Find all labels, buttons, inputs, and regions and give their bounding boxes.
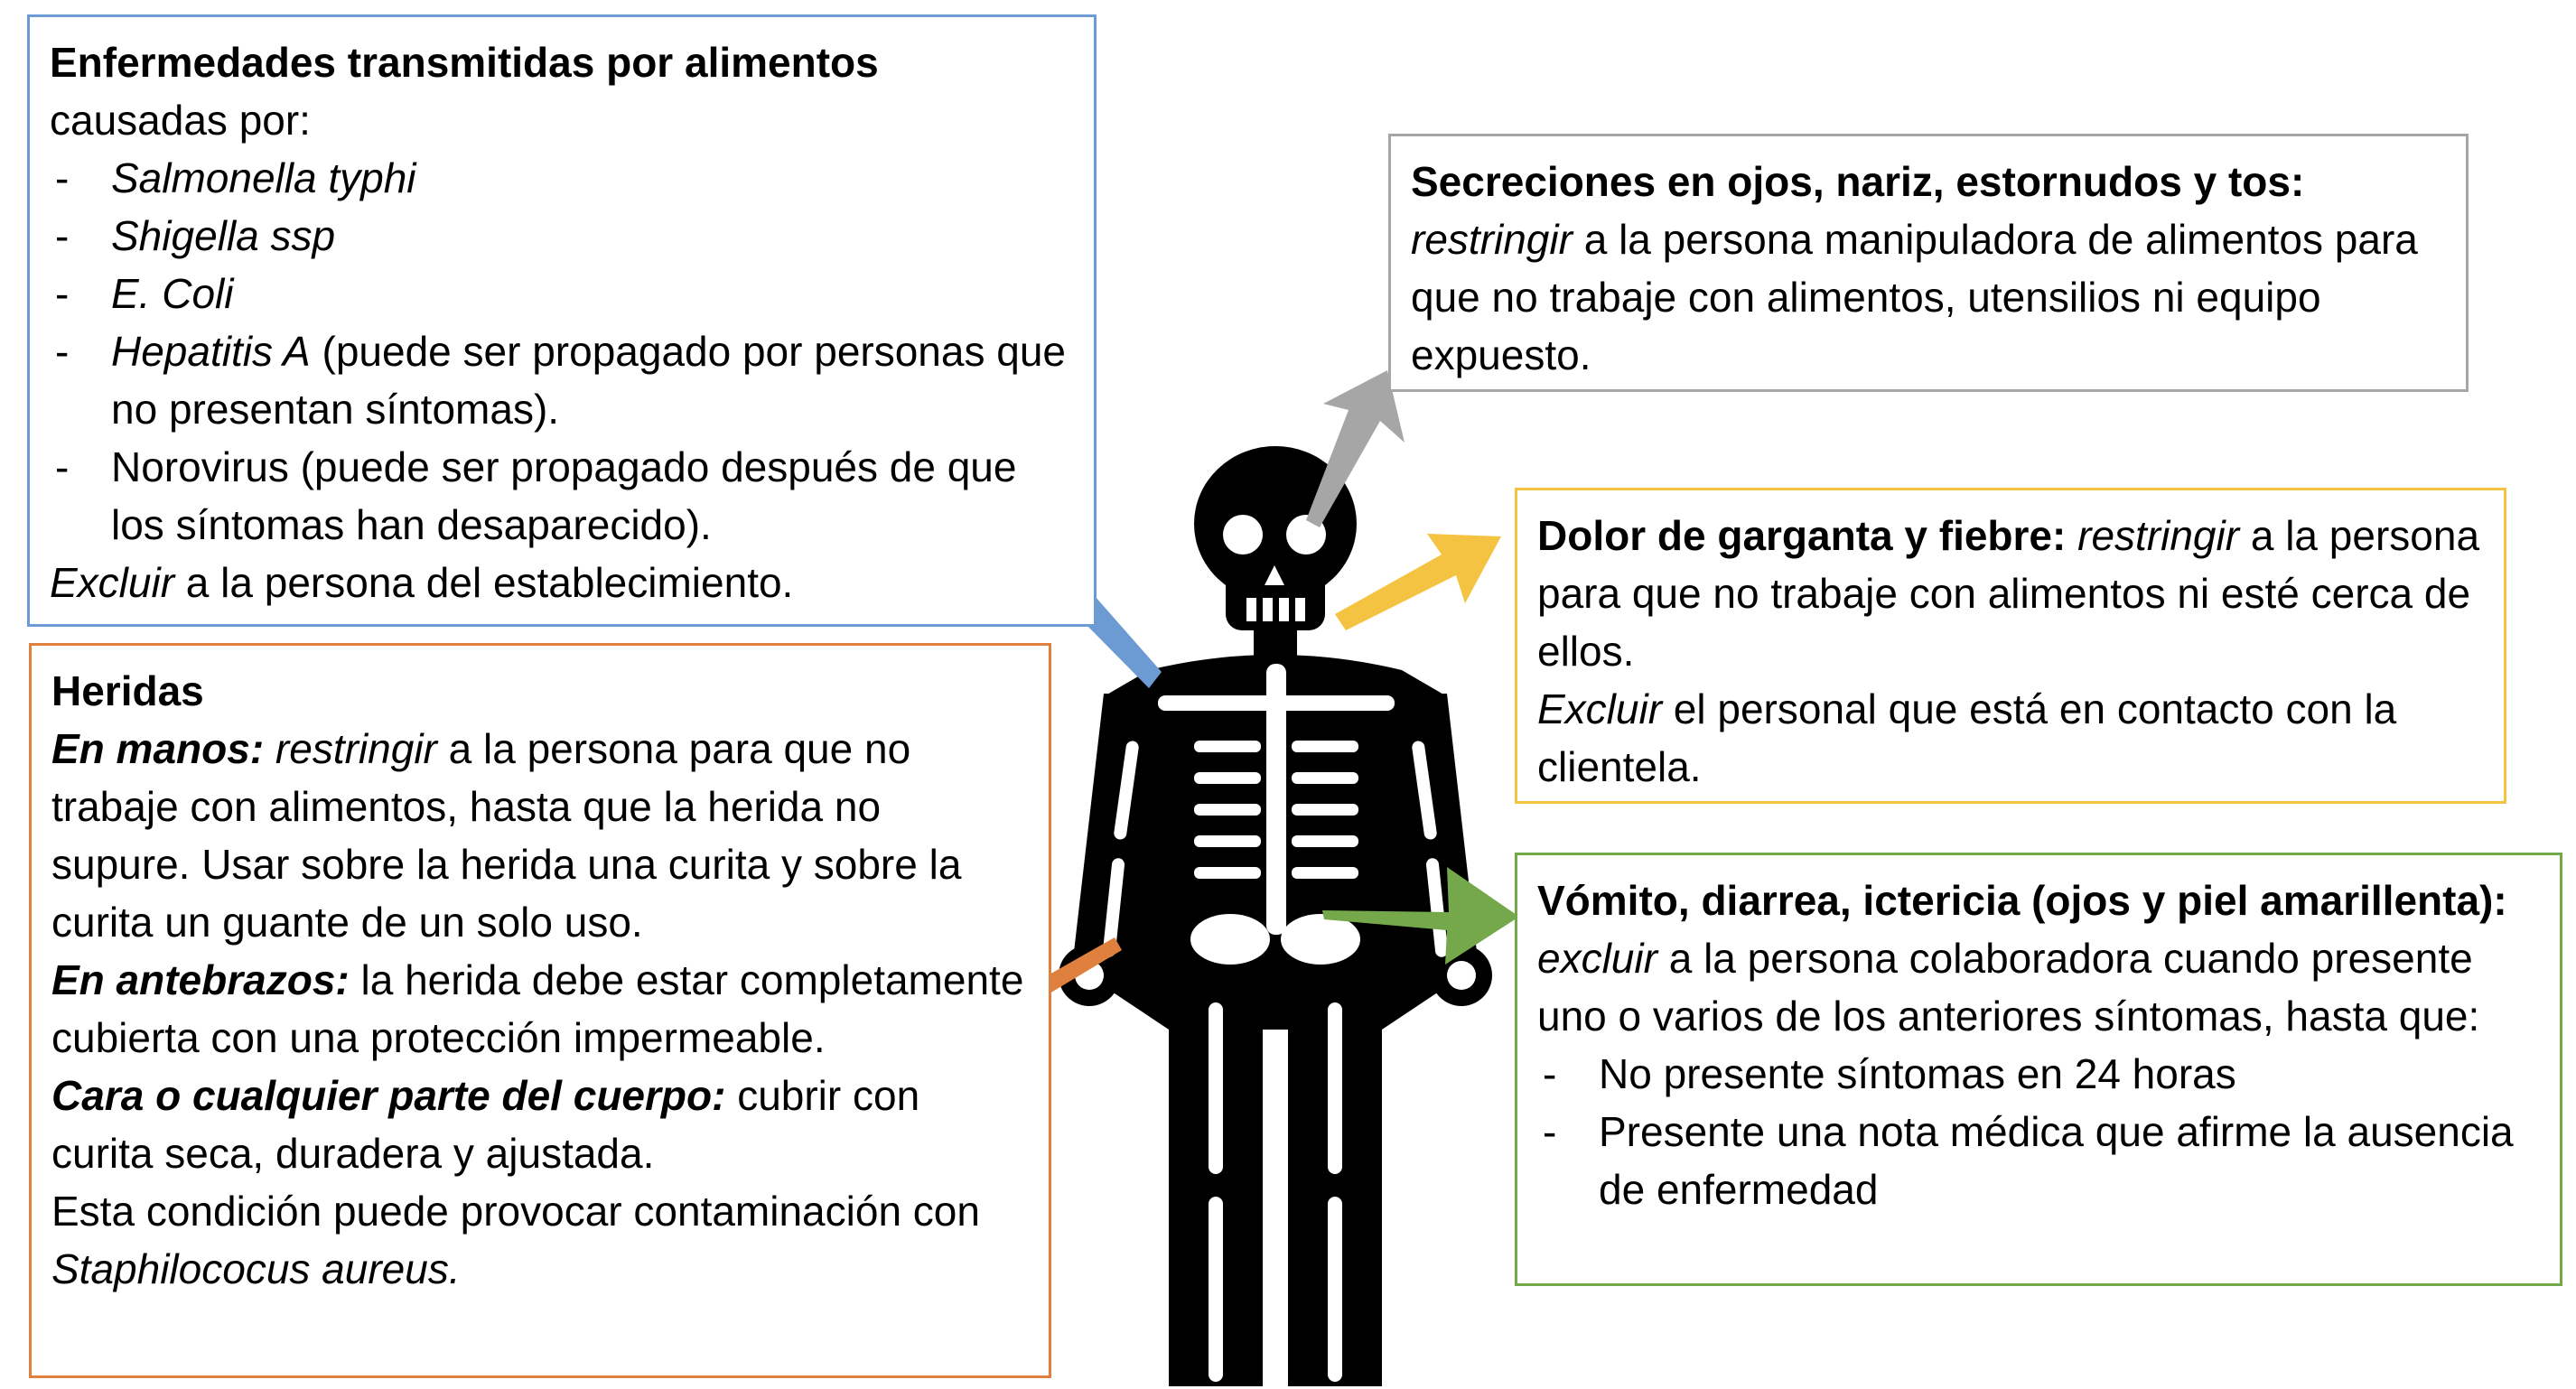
- list-item: - Hepatitis A (puede ser propagado por personas que no presentan síntomas).: [50, 322, 1074, 438]
- wounds-contamination: Esta condición puede provocar contaminación con Staphilococus aureus.: [51, 1188, 980, 1292]
- foodborne-intro: causadas por:: [50, 97, 311, 144]
- wounds-box: [29, 643, 1051, 1378]
- spine: [1266, 664, 1286, 935]
- foodborne-footer: Excluir a la persona del establecimiento.: [50, 559, 794, 606]
- wounds-title: Heridas: [51, 667, 204, 714]
- sore-throat-text: Dolor de garganta y fiebre: restringir a la persona para que no trabaje con alimentos ni esté cerca de ellos.: [1537, 512, 2480, 675]
- wounds-face: Cara o cualquier parte del cuerpo: cubrir con curita seca, duradera y ajustada.: [51, 1072, 920, 1177]
- left-eye-socket: [1223, 515, 1263, 555]
- pelvis-left: [1190, 914, 1270, 965]
- secretions-box: [1388, 134, 2469, 392]
- list-item: - No presente síntomas en 24 horas: [1537, 1045, 2540, 1103]
- list-item: - Presente una nota médica que afirme la ausencia de enfermedad: [1537, 1103, 2540, 1218]
- vomit-text: Vómito, diarrea, ictericia (ojos y piel amarillenta): excluir a la persona colaboradora cuando presente uno o varios de los anteriores síntomas, hasta que:: [1537, 877, 2507, 1039]
- list-item: - Shigella ssp: [50, 207, 1074, 265]
- list-item: - E. Coli: [50, 265, 1074, 322]
- list-item: - Salmonella typhi: [50, 149, 1074, 207]
- vomit-list: [1537, 1045, 2540, 1218]
- list-item: - Norovirus (puede ser propagado después de que los síntomas han desaparecido).: [50, 438, 1074, 554]
- secretions-text: Secreciones en ojos, nariz, estornudos y tos: restringir a la persona manipuladora de alimentos para que no trabaje con alimentos, utensilios ni equipo expuesto.: [1411, 158, 2418, 378]
- wounds-forearms: En antebrazos: la herida debe estar completamente cubierta con una protección impermeable.: [51, 956, 1024, 1061]
- sore-throat-exclude: Excluir el personal que está en contacto con la clientela.: [1537, 685, 2397, 790]
- sore-throat-box: [1515, 488, 2506, 804]
- vomit-diarrhea-box: [1515, 853, 2562, 1286]
- wounds-hands: En manos: restringir a la persona para que no trabaje con alimentos, hasta que la herida no supure. Usar sobre la herida una curita y sobre la curita un guante de un solo uso.: [51, 725, 962, 946]
- yellow-arrow: [1335, 534, 1501, 630]
- foodborne-list: [50, 149, 1074, 554]
- gray-arrow: [1306, 370, 1405, 527]
- pelvis-right: [1281, 914, 1360, 965]
- foodborne-title: Enfermedades transmitidas por alimentos: [50, 39, 879, 86]
- neck: [1254, 623, 1297, 656]
- foodborne-diseases-box: [27, 14, 1097, 627]
